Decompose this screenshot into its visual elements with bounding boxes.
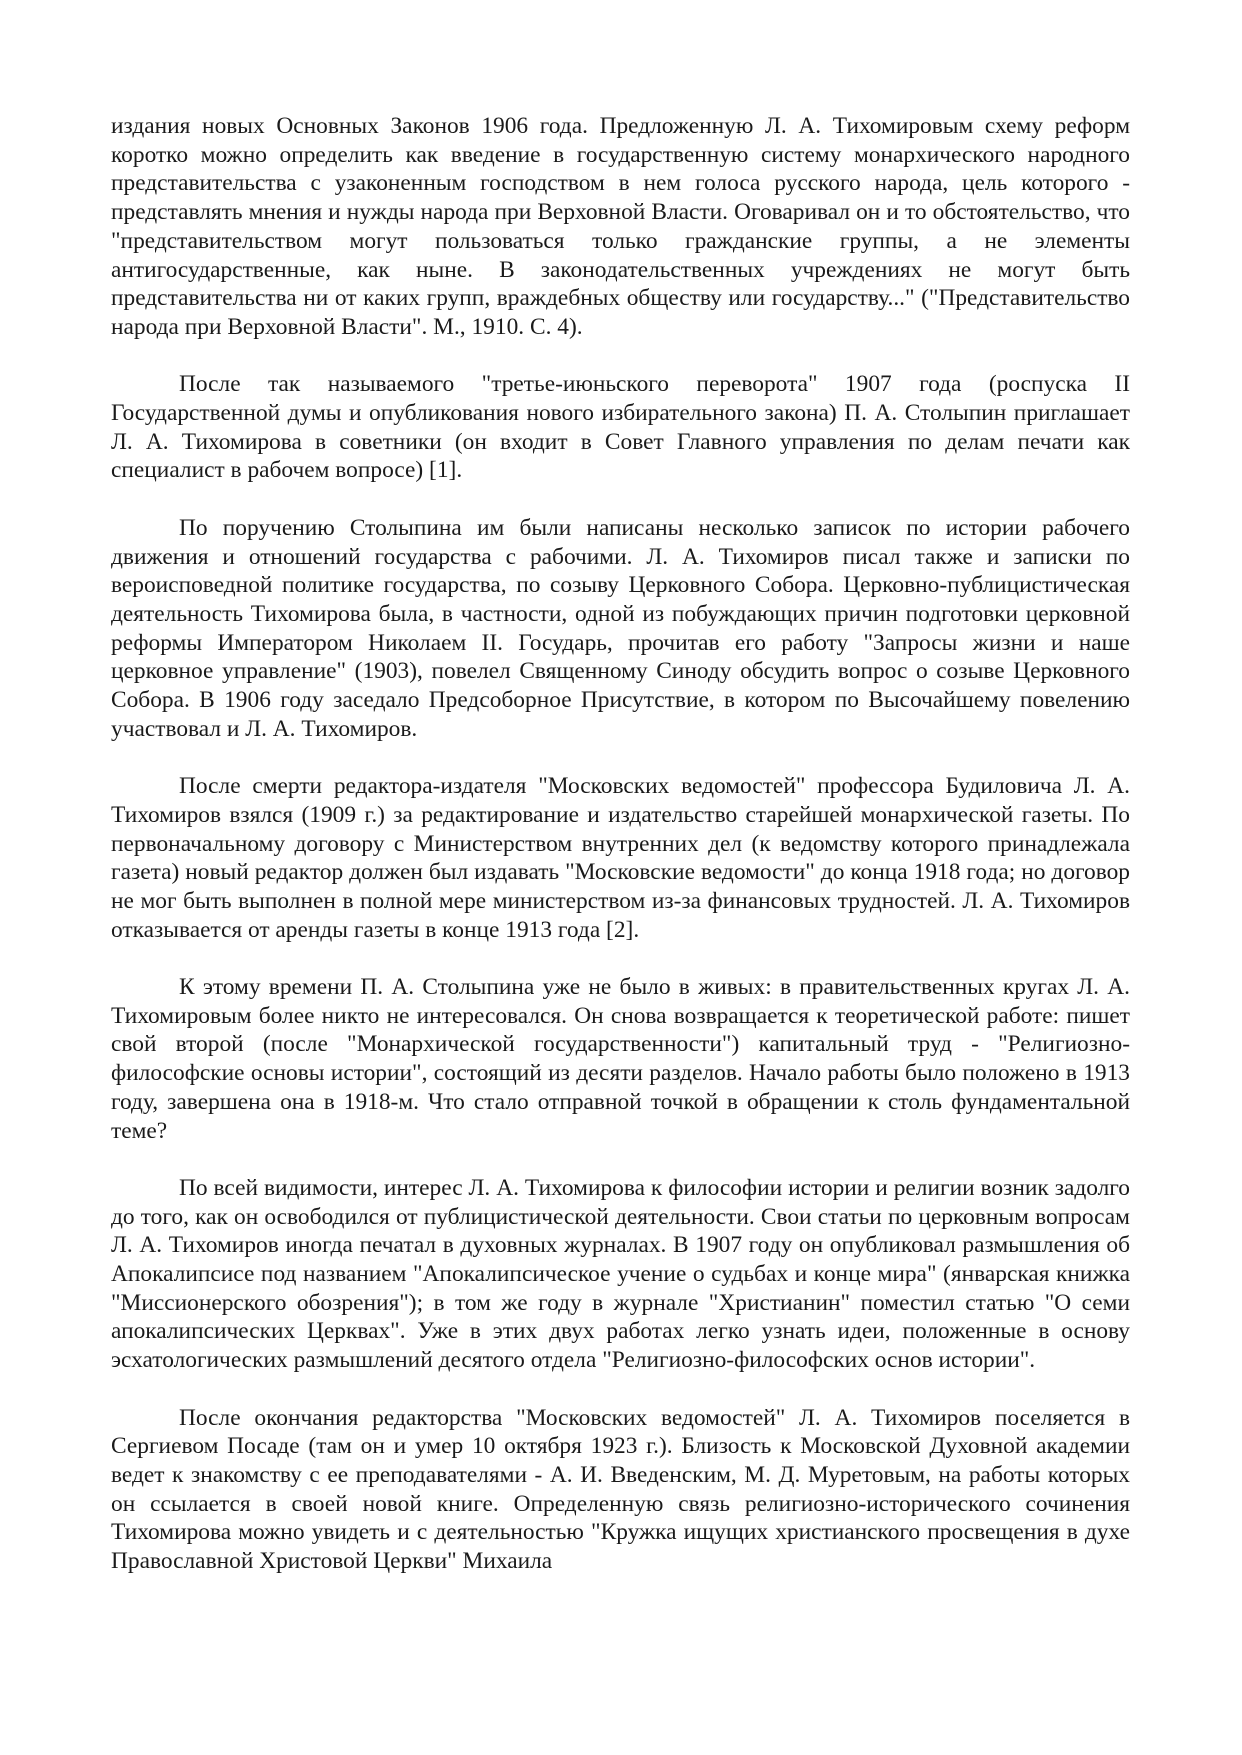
- document-body: [111, 112, 1130, 1576]
- paragraph: По всей видимости, интерес Л. А. Тихомирова к философии истории и религии возник задолго до того, как он освободился от публицистической деятельности. Свои статьи по церковным вопросам Л. А. Тихомиров иногда печатал в духовных журналах. В 1907 году он опубликовал размышления об Апокалипсисе под названием "Апокалипсическое учение о судьбах и конце мира" (январская книжка "Миссионерского обозрения"); в том же году в журнале "Христианин" поместил статью "О семи апокалипсических Церквах". Уже в этих двух работах легко узнать идеи, положенные в основу эсхатологических размышлений десятого отдела "Религиозно-философских основ истории".: [111, 1174, 1130, 1374]
- paragraph: По поручению Столыпина им были написаны несколько записок по истории рабочего движения и отношений государства с рабочими. Л. А. Тихомиров писал также и записки по вероисповедной политике государства, по созыву Церковного Собора. Церковно-публицистическая деятельность Тихомирова была, в частности, одной из побуждающих причин подготовки церковной реформы Императором Николаем II. Государь, прочитав его работу "Запросы жизни и наше церковное управление" (1903), повелел Священному Синоду обсудить вопрос о созыве Церковного Собора. В 1906 году заседало Предсоборное Присутствие, в котором по Высочайшему повелению участвовал и Л. А. Тихомиров.: [111, 514, 1130, 742]
- paragraph: После окончания редакторства "Московских ведомостей" Л. А. Тихомиров поселяется в Сергиевом Посаде (там он и умер 10 октября 1923 г.). Близость к Московской Духовной академии ведет к знакомству с ее преподавателями - А. И. Введенским, М. Д. Муретовым, на работы которых он ссылается в своей новой книге. Определенную связь религиозно-исторического сочинения Тихомирова можно увидеть и с деятельностью "Кружка ищущих христианского просвещения в духе Православной Христовой Церкви" Михаила: [111, 1404, 1130, 1575]
- paragraph: К этому времени П. А. Столыпина уже не было в живых: в правительственных кругах Л. А. Тихомировым более никто не интересовался. Он снова возвращается к теоретической работе: пишет свой второй (после "Монархической государственности") капитальный труд - "Религиозно-философские основы истории", состоящий из десяти разделов. Начало работы было положено в 1913 году, завершена она в 1918-м. Что стало отправной точкой в обращении к столь фундаментальной теме?: [111, 974, 1130, 1144]
- paragraph: После так называемого "третье-июньского переворота" 1907 года (роспуска II Государственной думы и опубликования нового избирательного закона) П. А. Столыпин приглашает Л. А. Тихомирова в советники (он входит в Совет Главного управления по делам печати как специалист в рабочем вопросе) [1].: [111, 371, 1130, 484]
- paragraph: После смерти редактора-издателя "Московских ведомостей" профессора Будиловича Л. А. Тихомиров взялся (1909 г.) за редактирование и издательство старейшей монархической газеты. По первоначальному договору с Министерством внутренних дел (к ведомству которого принадлежала газета) новый редактор должен был издавать "Московские ведомости" до конца 1918 года; но договор не мог быть выполнен в полной мере министерством из-за финансовых трудностей. Л. А. Тихомиров отказывается от аренды газеты в конце 1913 года [2].: [111, 773, 1130, 943]
- paragraph-continuation: издания новых Основных Законов 1906 года. Предложенную Л. А. Тихомировым схему реформ коротко можно определить как введение в государственную систему монархического народного представительства с узаконенным господством в нем голоса русского народа, цель которого - представлять мнения и нужды народа при Верховной Власти. Оговаривал он и то обстоятельство, что "представительством могут пользоваться только гражданские группы, а не элементы антигосударственные, как ныне. В законодательственных учреждениях не могут быть представительства ни от каких групп, враждебных обществу или государству..." ("Представительство народа при Верховной Власти". М., 1910. С. 4).: [111, 113, 1130, 340]
